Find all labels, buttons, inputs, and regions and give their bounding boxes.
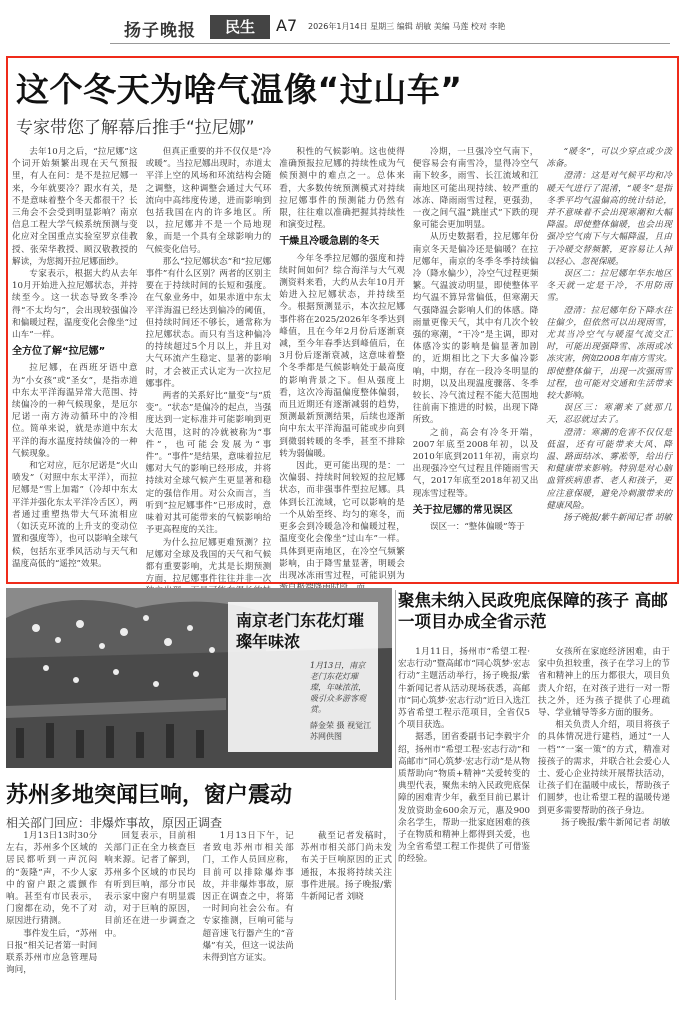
right-article-headline: 聚焦未纳入民政兜底保障的孩子 高邮一项目办成全省示范 xyxy=(398,591,668,631)
paragraph: 事件发生后，“苏州日报”相关记者第一时间联系苏州市应急管理局询问， xyxy=(6,928,98,976)
paragraph: 据悉，团省委副书记李毅宇介绍，扬州市“希望工程·宏志行动”和高邮市“同心筑梦·宏志行动”是从物质帮助向“物质+精神”关爱转变的典型代表，聚焦未纳入民政兜底保障的困难青少年，截至目前已累计发放资助金600余万元，惠及900余名学生，帮助一批家庭困难的孩子在物质和精神上都得到关爱，也为全省希望工程工作提供了可借鉴的经验。 xyxy=(398,732,530,865)
paragraph: 两者的关系好比“量变”与“质变”。“状态”是偏冷的起点，当强度达到一定标准并可能影响到更大范围，这时的冷就被称为“事件”，也可能会发展为“事件”。“事件”是结果，意味着拉尼娜对大气的影响已经形成，并将持续对全球气候产生更显著和稳定的强信作用。对公众而言，当听到“拉尼娜事件”已形成时，意味着对其可能带来的气候影响给予更高程度的关注。 xyxy=(145,391,272,536)
paragraph: 误区二：拉尼娜年华东地区冬天就一定是干冷，不用防雨雪。 xyxy=(546,269,672,304)
feature-headline: 这个冬天为啥气温像“过山车” xyxy=(16,70,463,109)
paragraph: 澄清：寒潮的危害不仅仅是低温，还有可能带来大风、降温、路面结冰、雾凇等，给出行和健康带来影响。特别是对心脑血管疾病患者、老人和孩子，更应注意保暖，避免冷刺激带来的健康风险。 xyxy=(546,427,672,511)
crosshead: 全方位了解“拉尼娜” xyxy=(12,346,106,358)
crosshead: 干燥且冷暖急剧的冬天 xyxy=(279,236,380,248)
photo-title: 南京老门东花灯璀璨年味浓 xyxy=(236,611,365,651)
bottom-article-headline: 苏州多地突闻巨响，窗户震动 xyxy=(6,783,293,808)
paragraph: 误区一：“整体偏暖”等于 xyxy=(429,522,525,533)
paragraph: 回复表示，目前相关部门正在全力核查巨响来源。记者了解到，苏州多个区域的市民均有听到巨响，部分市民表示家中窗户有明显震动，对于巨响的原因，目前还在进一步调查之中。 xyxy=(104,831,196,939)
paragraph: 从历史数据看，拉尼娜年份南京冬天是偏冷还是偏暖？在拉尼娜年，南京的冬季冬季持续偏冷（降水偏少），冷空气过程更频繁。气温波动明显，即使整体平均气温不算异常偏低，但寒潮天气强降温会影响人们的体感。降雨量更像天气，其中有几次个较强的寒潮，“干冷”是主调，即对体感冷实的影响是偏显著加剧的，近期相比之下大多偏冷影响，中期，存在一段冷冬明显的时期，以及出现温度骤落、冬季较长、冷气流过程不能大范围地往前南下推进的时候，出现下降所致。 xyxy=(412,232,539,426)
crosshead: 关于拉尼娜的常见误区 xyxy=(412,504,513,516)
masthead xyxy=(110,10,670,44)
paragraph: 为什么拉尼娜更难预测？拉尼娜对全球及我国的天气和气候都有重要影响，尤其是长期预测方面，拉尼娜事件往往并非一次 xyxy=(145,537,272,585)
right-article-byline: 扬子晚报/紫牛新闻记者 胡敏 xyxy=(561,817,670,828)
photo-credit: 薛金荣 摄 视觉江苏网供图 xyxy=(310,721,372,741)
bottom-article-subhead: 相关部门回应：非爆炸事故，原因正调查 xyxy=(6,816,223,830)
paragraph: 和它对应，厄尔尼诺是“火山喷发”（对照中东太平洋），而拉尼娜是“雪上加霜”（冷却中东太平洋并强化东太平洋冷舌区），两者通过重塑热带大气环流相应（如沃克环流的上升支的变动位置和强度等），也可以影响全球气候，包括东亚季风活动与天气和温度高低的“遥控”效果。 xyxy=(12,461,138,569)
paragraph: 冷期，一旦强冷空气南下，便容易会有南雪冷，显得冷空气南下较多，雨雪、长江流域和江南地区可能出现持续、较严重的冰冻、降雨雨雪过程，更强劲，一夜之间气温“跳崖式”下跌的现象可能会更加明显。 xyxy=(412,147,539,231)
newspaper-logo: 扬子晚报 xyxy=(124,21,196,41)
paragraph: 去年10月之后，“拉尼娜”这个词开始频繁出现在天气预报里，有人在问：是不是拉尼娜一来，今年就要冷？跟水有关，是不是意味着整个冬天都很干？长三角会不会受到明显影响？南京信息工程大学气候系统预测与变化应对全国重点实验室罗京佳教授、张荣华教授、顾汉敬教授的解读，为您揭开拉尼娜面纱。 xyxy=(12,147,138,267)
bottom-column-3 xyxy=(203,830,294,1000)
paragraph: 误区三：寒潮来了就那几天，忍忍就过去了。 xyxy=(546,403,672,426)
feature-column-5 xyxy=(546,146,672,622)
feature-body xyxy=(12,146,672,585)
paragraph: 1月13日13时30分左右，苏州多个区域的居民都听到一声沉闷的“轰隆”声，不少人家中的窗户跟之震颤作响。甚至有市民表示，门窗都在动，免不了对原因进行猜测。 xyxy=(6,831,98,927)
feature-article xyxy=(6,56,679,584)
paragraph: 女孩所在家庭经济困难，由于家中负担较重，孩子在学习上的节省和精神上的压力都很大，项目负责人介绍，在对孩子进行一对一帮扶之外，还为孩子提供了心理疏导、学业辅导等多方面的服务。 xyxy=(538,647,670,719)
page-number: A7 xyxy=(276,16,298,35)
right-article xyxy=(398,590,670,1000)
feature-subhead: 专家带您了解幕后推手“拉尼娜” xyxy=(16,118,255,138)
bottom-column-2 xyxy=(104,830,195,1000)
paragraph: 之前，高会有冷冬开端，2007年底至2008年初，以及2010年底到2011年初，南京均出现强冷空气过程且伴随雨雪天气，2017年底至2018年初又出现冻雪过程等。 xyxy=(412,427,539,499)
paragraph: 1月13日下午，记者致电苏州市相关部门，工作人员回应称，目前可以排除爆炸事故，并非爆炸事故，原因正在调查之中，将第一时间向社会公布。有专家推测，巨响可能与超音速飞行器产生的“音爆”有关，但这一说法尚未得到官方证实。 xyxy=(202,831,294,964)
right-article-body xyxy=(398,646,670,998)
paragraph: 澄清：这是对气候平均和冷暖天气进行了混淆，“暖冬”是指冬季平均气温偏高的统计结论，并不意味着不会出现寒潮和大幅降温。即使整体偏暖，也会出现强冷空气南下与大幅降温，且由于冷暖交替频繁，更容易让人掉以轻心、忽视保暖。 xyxy=(546,171,672,267)
bottom-column-1 xyxy=(6,830,97,1000)
paragraph: 截至记者发稿时，苏州市相关部门尚未发布关于巨响原因的正式通报，本报将持续关注事件进展。扬子晚报/紫牛新闻记者 刘晓 xyxy=(300,831,392,903)
right-column-2 xyxy=(538,646,670,998)
photo-caption-box xyxy=(228,602,378,752)
photo-caption: 1月13日，南京老门东花灯璀璨，年味浓浓，吸引众多游客观赏。 xyxy=(310,661,366,714)
right-column-1 xyxy=(398,646,530,998)
paragraph: 专家表示，根据大约从去年10月开始进入拉尼娜状态，并持续至今。这一状态导致冬季冷得“不太均匀”，会出现较强偏冷和偏暖过程，温度变化会像坐“过山车”一样。 xyxy=(12,269,138,341)
paragraph: 因此，更可能出现的是：一次偏弱、持续时间较短的拉尼娜状态，而非强事件型拉尼娜。具体到长江流域，它可以影响的是一个从始至终、均匀的寒冬，而更多会到冷暖急冷和偏暖过程，温度变化会像坐“过山车”一样。具体到更南地区，在冷空气频繁影响，由于降雪量显著，明暖会出现冰冻雨雪过程，可能识别为 xyxy=(279,461,405,581)
paragraph: 拉尼娜，在西班牙语中意为“小女孩”或“圣女”，是指赤道中东太平洋海温异常大范围、持续偏冷的一种气候现象，是厄尔尼诺一南方涛动循环中的冷相位。简单来说，就是赤道中东太平洋的海水温度持续偏冷的一种气候现象。 xyxy=(12,363,138,459)
masthead-rule xyxy=(110,43,670,44)
feature-byline: 扬子晚报/紫牛新闻记者 胡敏 xyxy=(563,513,672,524)
section-badge: 民生 xyxy=(210,15,270,39)
feature-column-2 xyxy=(146,146,272,622)
issue-line: 2026年1月14日 星期三 编辑 胡敏 美编 马莲 校对 李艳 xyxy=(308,22,506,31)
bottom-article-body xyxy=(6,830,392,1000)
feature-column-4 xyxy=(413,146,539,622)
paragraph: 积性的气候影响。这也使得准确预报拉尼娜的持续性成为气候预测中的难点之一。总体来看，大多数传统预测模式对持续拉尼娜事件的预测能力仍然有限，往往难以准确把握其持续性和演变过程。 xyxy=(279,147,405,231)
feature-column-3 xyxy=(279,146,405,622)
feature-column-1 xyxy=(12,146,138,622)
column-rule xyxy=(395,590,396,1000)
paragraph: 那么“拉尼娜状态”和“拉尼娜事件”有什么区别？两者的区别主要在于持续时间的长短和强度。在气象业务中，如果赤道中东太平洋海温已经达到偏冷的阈值，但持续时间还不够长，通常称为拉尼娜状态。而只有当这种偏冷的持续超过5个月以上，并且对大气环流产生稳定、显著的影响时，才会被正式认定为一次拉尼娜事件。 xyxy=(145,256,272,389)
lantern-photo xyxy=(6,588,392,768)
paragraph: 1月11日，扬州市“希望工程·宏志行动”暨高邮市“同心筑梦·宏志行动”主题活动举行，扬子晚报/紫牛新闻记者从活动现场获悉，高邮市“同心筑梦·宏志行动”近日入选江苏省希望工程示范项目，全省仅5个项目获选。 xyxy=(398,647,530,731)
bottom-column-4 xyxy=(301,830,392,1000)
paragraph: 今年冬季拉尼娜的强度和持续时间如何？综合海洋与大气观测资料来看，大约从去年10月开始进入拉尼娜状态，并持续至今。根据预测显示，本次拉尼娜事件将在2025/2026年冬季达到峰值，且在今年2月份后逐渐衰减，至今年春季达到峰值后，在3月份后逐渐衰减，这意味着整个冬季都是气候影响处于最高度的影响背景之下。但从强度上看，这次冷海温偏度整体偏弱，而且近期还有逐渐减弱的趋势，预测最新预测结果，后续也逐渐向中东太平洋海温可能或步向到到微弱转暖的冬季，甚至不排除转为弱偏暖。 xyxy=(279,253,405,459)
bottom-left-article xyxy=(6,778,392,1002)
paragraph: 相关负责人介绍，项目将孩子的具体情况进行建档，通过“一人一档”“一案一策”的方式，精准对接孩子的需求，并联合社会爱心人士、爱心企业持续开展帮扶活动，让孩子们在温暖中成长，帮助孩子们圆梦，也让希望工程的温暖传递到更多需要帮助的孩子身边。 xyxy=(538,720,670,816)
paragraph: 但真正重要的并不仅仅是“冷或暖”。当拉尼娜出现时，赤道太平洋上空的风场和环流结构会随之调整，这种调整会通过大气环流向中高纬度传递，进而影响到包括我国在内的许多地区。所以，拉尼娜并不是一个局地现象，而是一个具有全球影响力的气候变化信号。 xyxy=(145,147,272,255)
paragraph: 澄清：拉尼娜年份下降水往往偏少，但依然可以出现雨雪，尤其当冷空气与暖湿气流交汇时，可能出现强降雪、冻雨或冰冻灾害，例如2008年南方雪灾。即使整体偏干，出现一次强雨雪过程，也可能对交通和生活带来较大影响。 xyxy=(546,305,672,402)
paragraph: “暖冬”，可以少穿点或少泼冻备。 xyxy=(546,147,672,170)
